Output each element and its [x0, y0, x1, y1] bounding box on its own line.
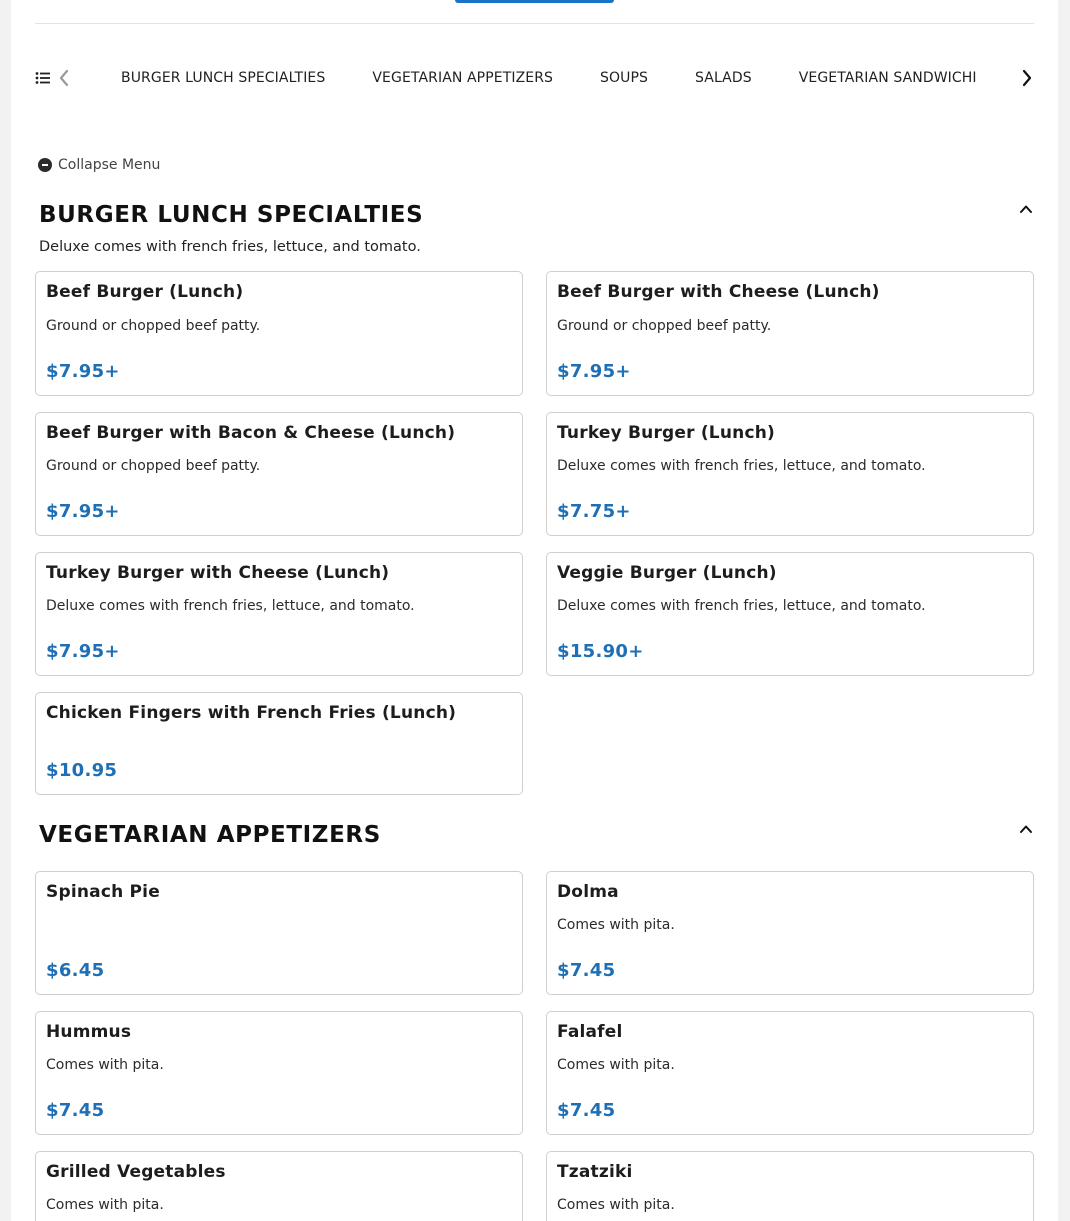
chevron-up-icon[interactable]: [1018, 821, 1034, 837]
menu-item-card[interactable]: [546, 1151, 1034, 1221]
divider: [35, 23, 1034, 24]
item-price: $7.45: [557, 960, 616, 981]
menu-item-card[interactable]: [546, 412, 1034, 536]
item-price: $15.90+: [557, 641, 644, 662]
item-description: Ground or chopped beef patty.: [557, 318, 772, 334]
item-name: Hummus: [46, 1022, 132, 1042]
section-title: BURGER LUNCH SPECIALTIES: [39, 202, 424, 228]
menu-page: [11, 0, 1058, 1221]
item-description: Deluxe comes with french fries, lettuce, and tomato.: [46, 598, 415, 614]
item-name: Turkey Burger (Lunch): [557, 423, 775, 443]
collapse-menu-label: Collapse Menu: [58, 157, 161, 173]
menu-item-card[interactable]: [35, 1151, 523, 1221]
category-tab-vegetarian-appetizers[interactable]: VEGETARIAN APPETIZERS: [372, 70, 554, 86]
item-name: Beef Burger with Bacon & Cheese (Lunch): [46, 423, 456, 443]
menu-item-card[interactable]: [546, 871, 1034, 995]
item-name: Spinach Pie: [46, 882, 160, 902]
item-name: Beef Burger (Lunch): [46, 282, 244, 302]
menu-item-card[interactable]: [35, 271, 523, 396]
menu-item-card[interactable]: [35, 1011, 523, 1135]
item-name: Dolma: [557, 882, 619, 902]
item-name: Grilled Vegetables: [46, 1162, 226, 1182]
item-description: Comes with pita.: [46, 1197, 164, 1213]
item-price: $10.95: [46, 760, 118, 781]
item-name: Chicken Fingers with French Fries (Lunch): [46, 703, 457, 723]
menu-item-card[interactable]: [546, 271, 1034, 396]
chevron-up-icon[interactable]: [1018, 201, 1034, 217]
category-list: [121, 60, 989, 96]
item-description: Deluxe comes with french fries, lettuce, and tomato.: [557, 598, 926, 614]
category-nav: [35, 60, 1034, 96]
item-name: Veggie Burger (Lunch): [557, 563, 777, 583]
menu-item-card[interactable]: [546, 552, 1034, 676]
menu-item-card[interactable]: [35, 692, 523, 795]
item-price: $7.95+: [46, 501, 120, 522]
item-name: Tzatziki: [557, 1162, 633, 1182]
item-price: $7.45: [46, 1100, 105, 1121]
category-tab-soups[interactable]: SOUPS: [600, 70, 649, 86]
item-price: $7.95+: [46, 361, 120, 382]
item-description: Comes with pita.: [557, 1197, 675, 1213]
section-description: Deluxe comes with french fries, lettuce, and tomato.: [39, 239, 421, 255]
item-description: Comes with pita.: [557, 1057, 675, 1073]
item-price: $7.45: [557, 1100, 616, 1121]
item-description: Comes with pita.: [46, 1057, 164, 1073]
section-title: VEGETARIAN APPETIZERS: [39, 822, 381, 848]
menu-item-card[interactable]: [35, 412, 523, 536]
item-description: Comes with pita.: [557, 917, 675, 933]
item-price: $7.95+: [46, 641, 120, 662]
chevron-right-icon[interactable]: [1020, 68, 1034, 88]
order-button-edge[interactable]: [455, 0, 614, 3]
item-name: Falafel: [557, 1022, 623, 1042]
category-tab-vegetarian-sandwiches[interactable]: VEGETARIAN SANDWICHI: [798, 70, 977, 86]
item-description: Ground or chopped beef patty.: [46, 458, 261, 474]
item-name: Beef Burger with Cheese (Lunch): [557, 282, 880, 302]
menu-item-card[interactable]: [546, 1011, 1034, 1135]
item-description: Deluxe comes with french fries, lettuce, and tomato.: [557, 458, 926, 474]
category-tab-burger-lunch-specialties[interactable]: BURGER LUNCH SPECIALTIES: [121, 70, 326, 86]
menu-item-card[interactable]: [35, 552, 523, 676]
category-tab-salads[interactable]: SALADS: [695, 70, 752, 86]
menu-item-card[interactable]: [35, 871, 523, 995]
item-price: $6.45: [46, 960, 105, 981]
item-price: $7.75+: [557, 501, 631, 522]
item-name: Turkey Burger with Cheese (Lunch): [46, 563, 390, 583]
list-icon[interactable]: [35, 70, 51, 86]
minus-circle-icon: [38, 158, 52, 172]
item-price: $7.95+: [557, 361, 631, 382]
chevron-left-icon[interactable]: [57, 68, 71, 88]
collapse-menu-button[interactable]: [38, 157, 160, 173]
item-description: Ground or chopped beef patty.: [46, 318, 261, 334]
